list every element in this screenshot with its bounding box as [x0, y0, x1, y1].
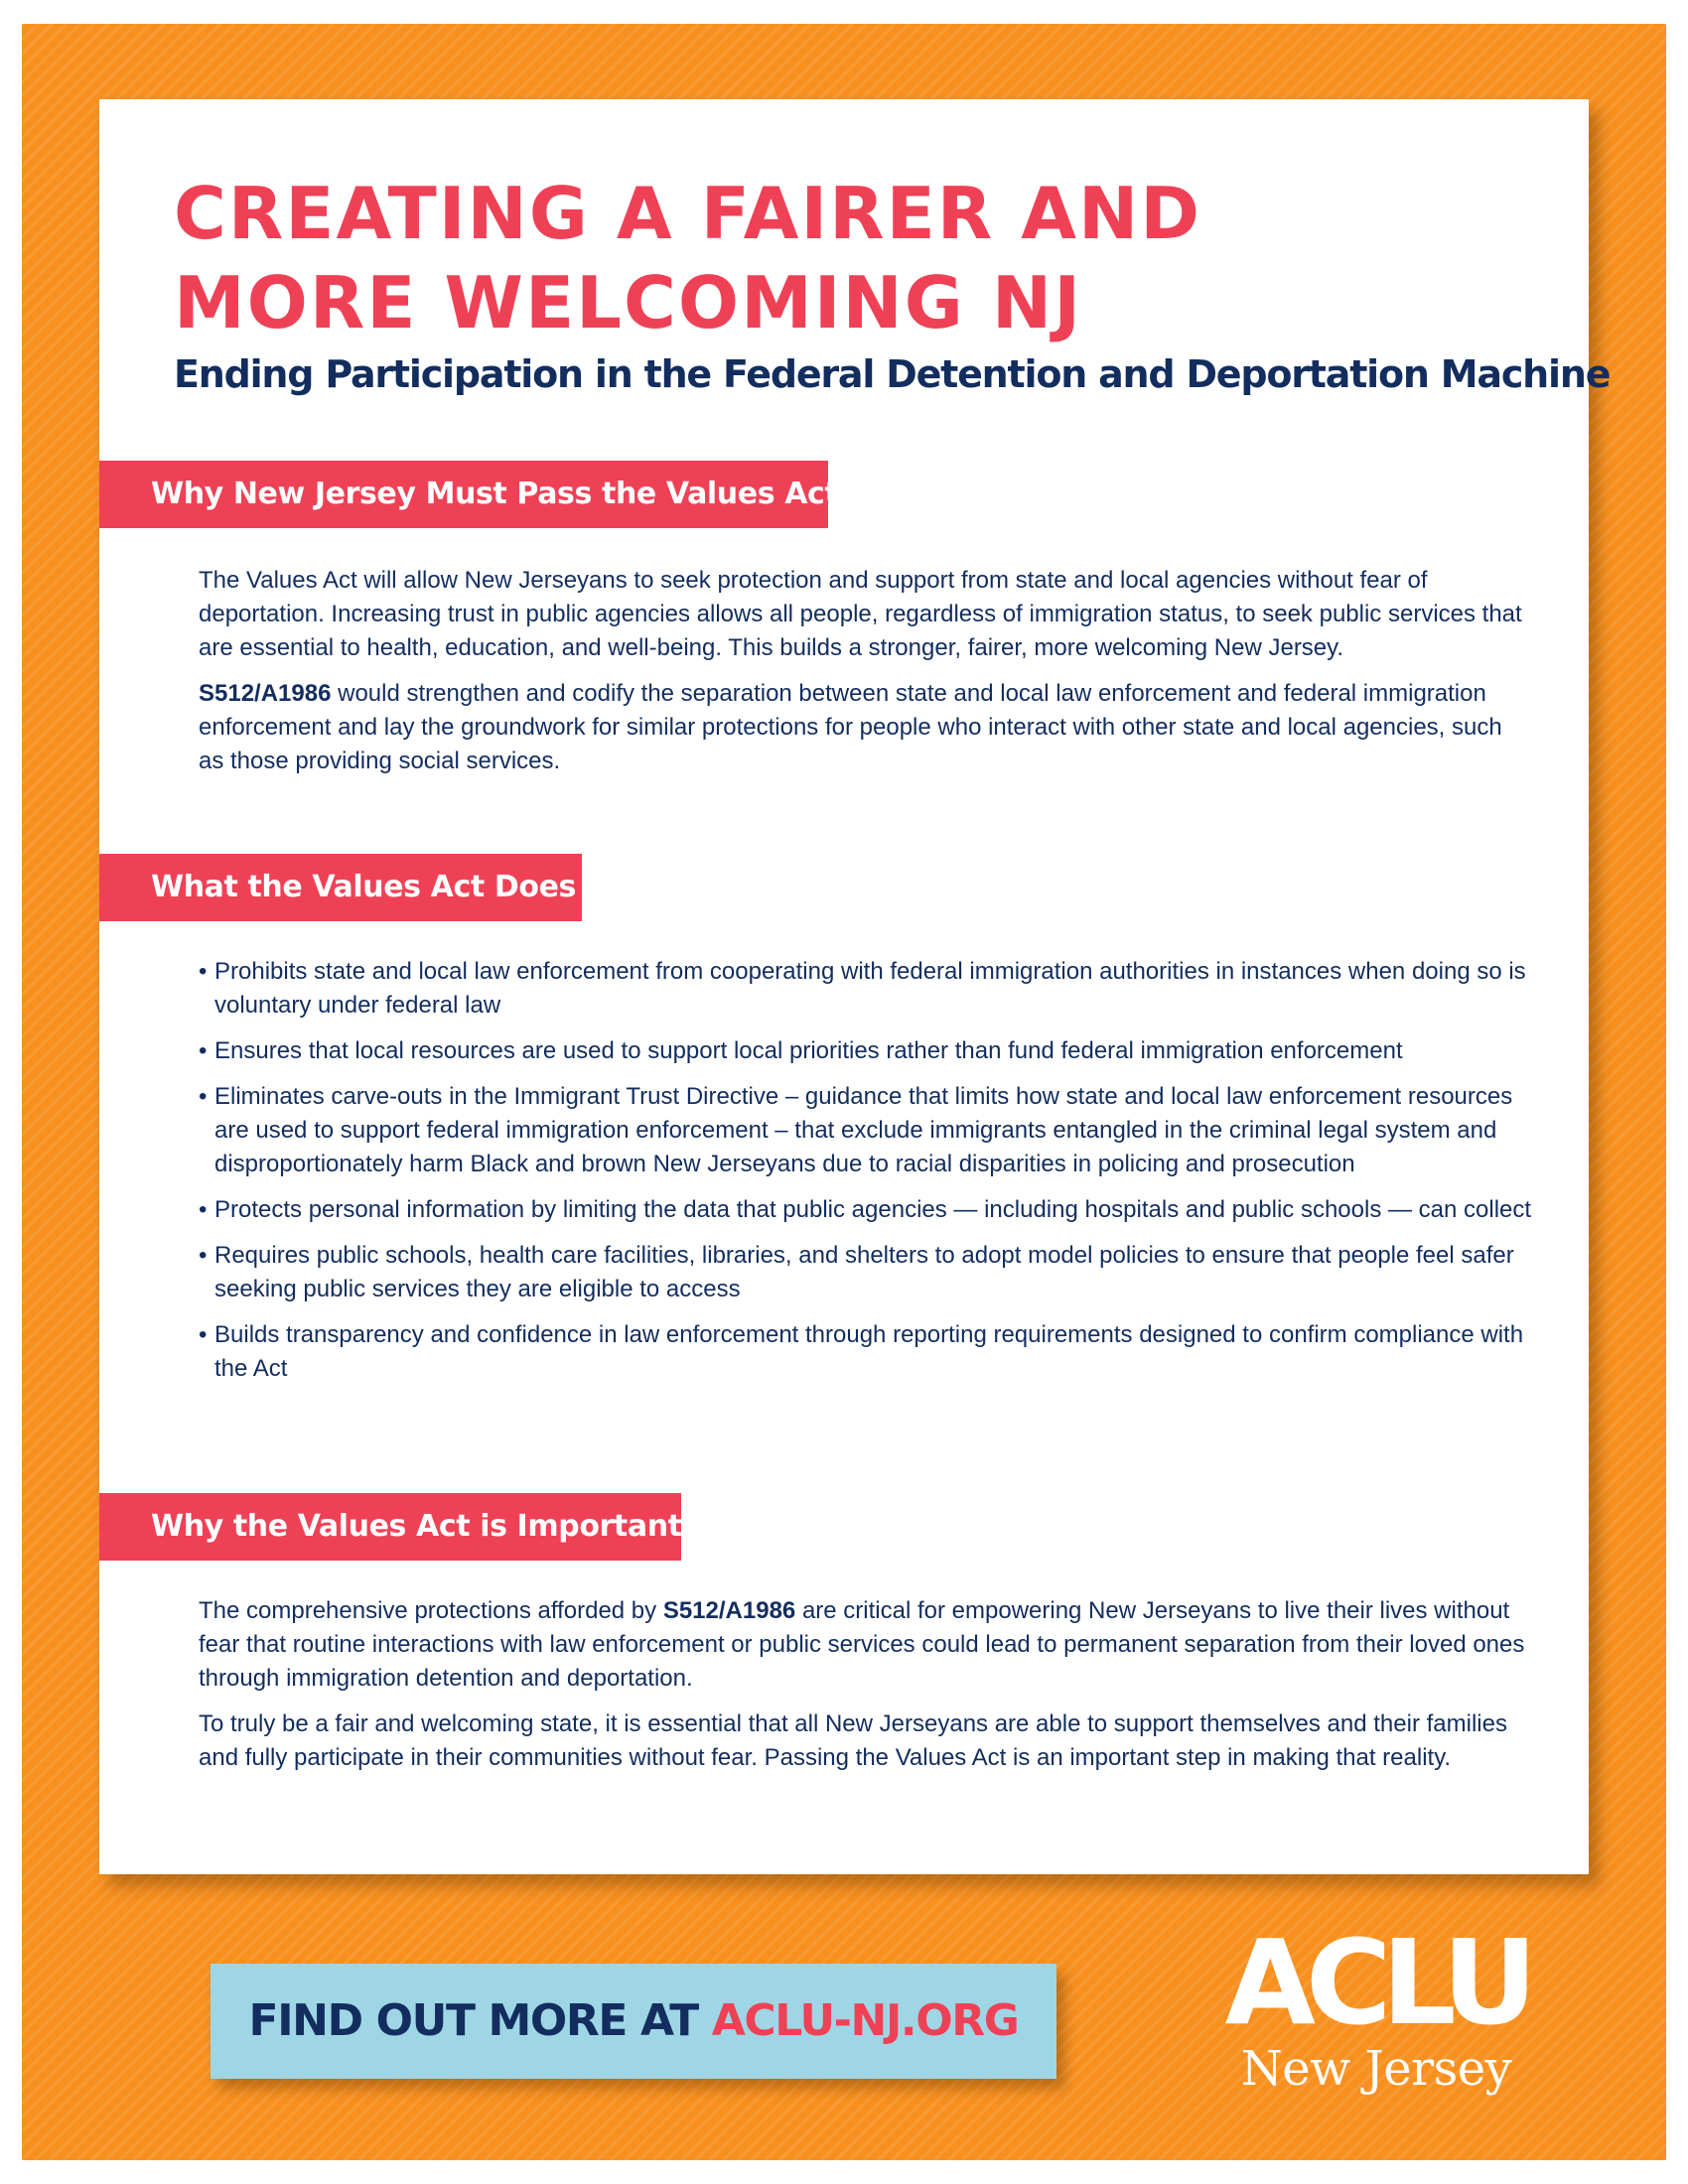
section-heading-why-pass: Why New Jersey Must Pass the Values Act — [99, 461, 828, 528]
list-item — [199, 1318, 1534, 1386]
bullet-list — [199, 955, 1534, 1398]
page-subtitle: Ending Participation in the Federal Detention and Deportation Machine — [174, 352, 1611, 396]
list-item-text: Protects personal information by limiting the data that public agencies — including hospitals and public schools — can collect — [214, 1196, 1532, 1223]
logo-wordmark: ACLU — [1224, 1914, 1528, 2051]
bill-number: S512/A1986 — [662, 1597, 796, 1624]
paragraph — [199, 677, 1529, 778]
paragraph — [199, 1594, 1529, 1696]
list-item — [199, 1080, 1534, 1181]
section-body-why-important — [199, 1594, 1529, 1787]
list-item-text: Prohibits state and local law enforcement from cooperating with federal immigration authorities in instances when doing so is voluntary under federal law — [214, 958, 1526, 1019]
list-item — [199, 955, 1534, 1023]
paragraph — [199, 564, 1529, 665]
bullet-marker: • — [199, 1321, 208, 1348]
paragraph-text: The Values Act will allow New Jerseyans to seek protection and support from state and local agencies without fear of deportation. Increasing trust in public agencies allows all people, regardless of immigration status, to seek public services that are essential to health, education, and well-being. This builds a stronger, fairer, more welcoming New Jersey. — [199, 567, 1522, 661]
paragraph-text: The comprehensive protections afforded by — [199, 1597, 663, 1624]
list-item-text: Requires public schools, health care facilities, libraries, and shelters to adopt model policies to ensure that people feel safer seeking public services they are eligible to access — [214, 1242, 1514, 1302]
paragraph-text: To truly be a fair and welcoming state, it is essential that all New Jerseyans are able to support themselves and their families and fully participate in their communities without fear. Passing the Values Act is an important step in making that reality. — [199, 1710, 1507, 1771]
section-heading-why-important: Why the Values Act is Important — [99, 1493, 681, 1561]
list-item — [199, 1193, 1534, 1227]
list-item-text: Builds transparency and confidence in law enforcement through reporting requirements designed to confirm compliance with the Act — [214, 1321, 1524, 1382]
bullet-marker: • — [199, 1083, 208, 1110]
page-title — [174, 169, 1484, 347]
paragraph — [199, 1707, 1529, 1775]
paragraph-text: are critical for empowering New Jerseyans to live their lives without fear that routine interactions with law enforcement or public services could lead to permanent separation from their loved ones through immigration detention and deportation. — [199, 1597, 1525, 1692]
paragraph-text: would strengthen and codify the separation between state and local law enforcement and federal immigration enforcement and lay the groundwork for similar protections for people who interact with other state and local agencies, such as those providing social services. — [199, 680, 1502, 774]
section-body-why-pass — [199, 564, 1529, 790]
website-link[interactable]: ACLU-NJ.ORG — [711, 1995, 1019, 2046]
logo-subtitle: New Jersey — [1240, 2041, 1512, 2097]
aclu-nj-logo — [1197, 1914, 1555, 2116]
title-line-1: CREATING A FAIRER AND — [174, 172, 1202, 255]
bill-number: S512/A1986 — [199, 680, 332, 707]
list-item-text: Ensures that local resources are used to support local priorities rather than fund federal immigration enforcement — [214, 1037, 1403, 1064]
find-out-more-banner — [211, 1964, 1056, 2079]
title-line-2: MORE WELCOMING NJ — [174, 261, 1082, 344]
bullet-marker: • — [199, 958, 208, 985]
list-item-text: Eliminates carve-outs in the Immigrant Trust Directive – guidance that limits how state and local law enforcement resources are used to support federal immigration enforcement – that exclude immigrants entangled in the criminal legal system and disproportionately harm Black and brown New Jerseyans due to racial disparities in policing and prosecution — [214, 1083, 1513, 1177]
bullet-marker: • — [199, 1242, 208, 1269]
cta-text: FIND OUT MORE AT — [248, 1995, 712, 2046]
list-item — [199, 1239, 1534, 1306]
bullet-marker: • — [199, 1196, 208, 1223]
bullet-marker: • — [199, 1037, 208, 1064]
section-heading-what-it-does: What the Values Act Does — [99, 854, 582, 921]
list-item — [199, 1034, 1534, 1068]
